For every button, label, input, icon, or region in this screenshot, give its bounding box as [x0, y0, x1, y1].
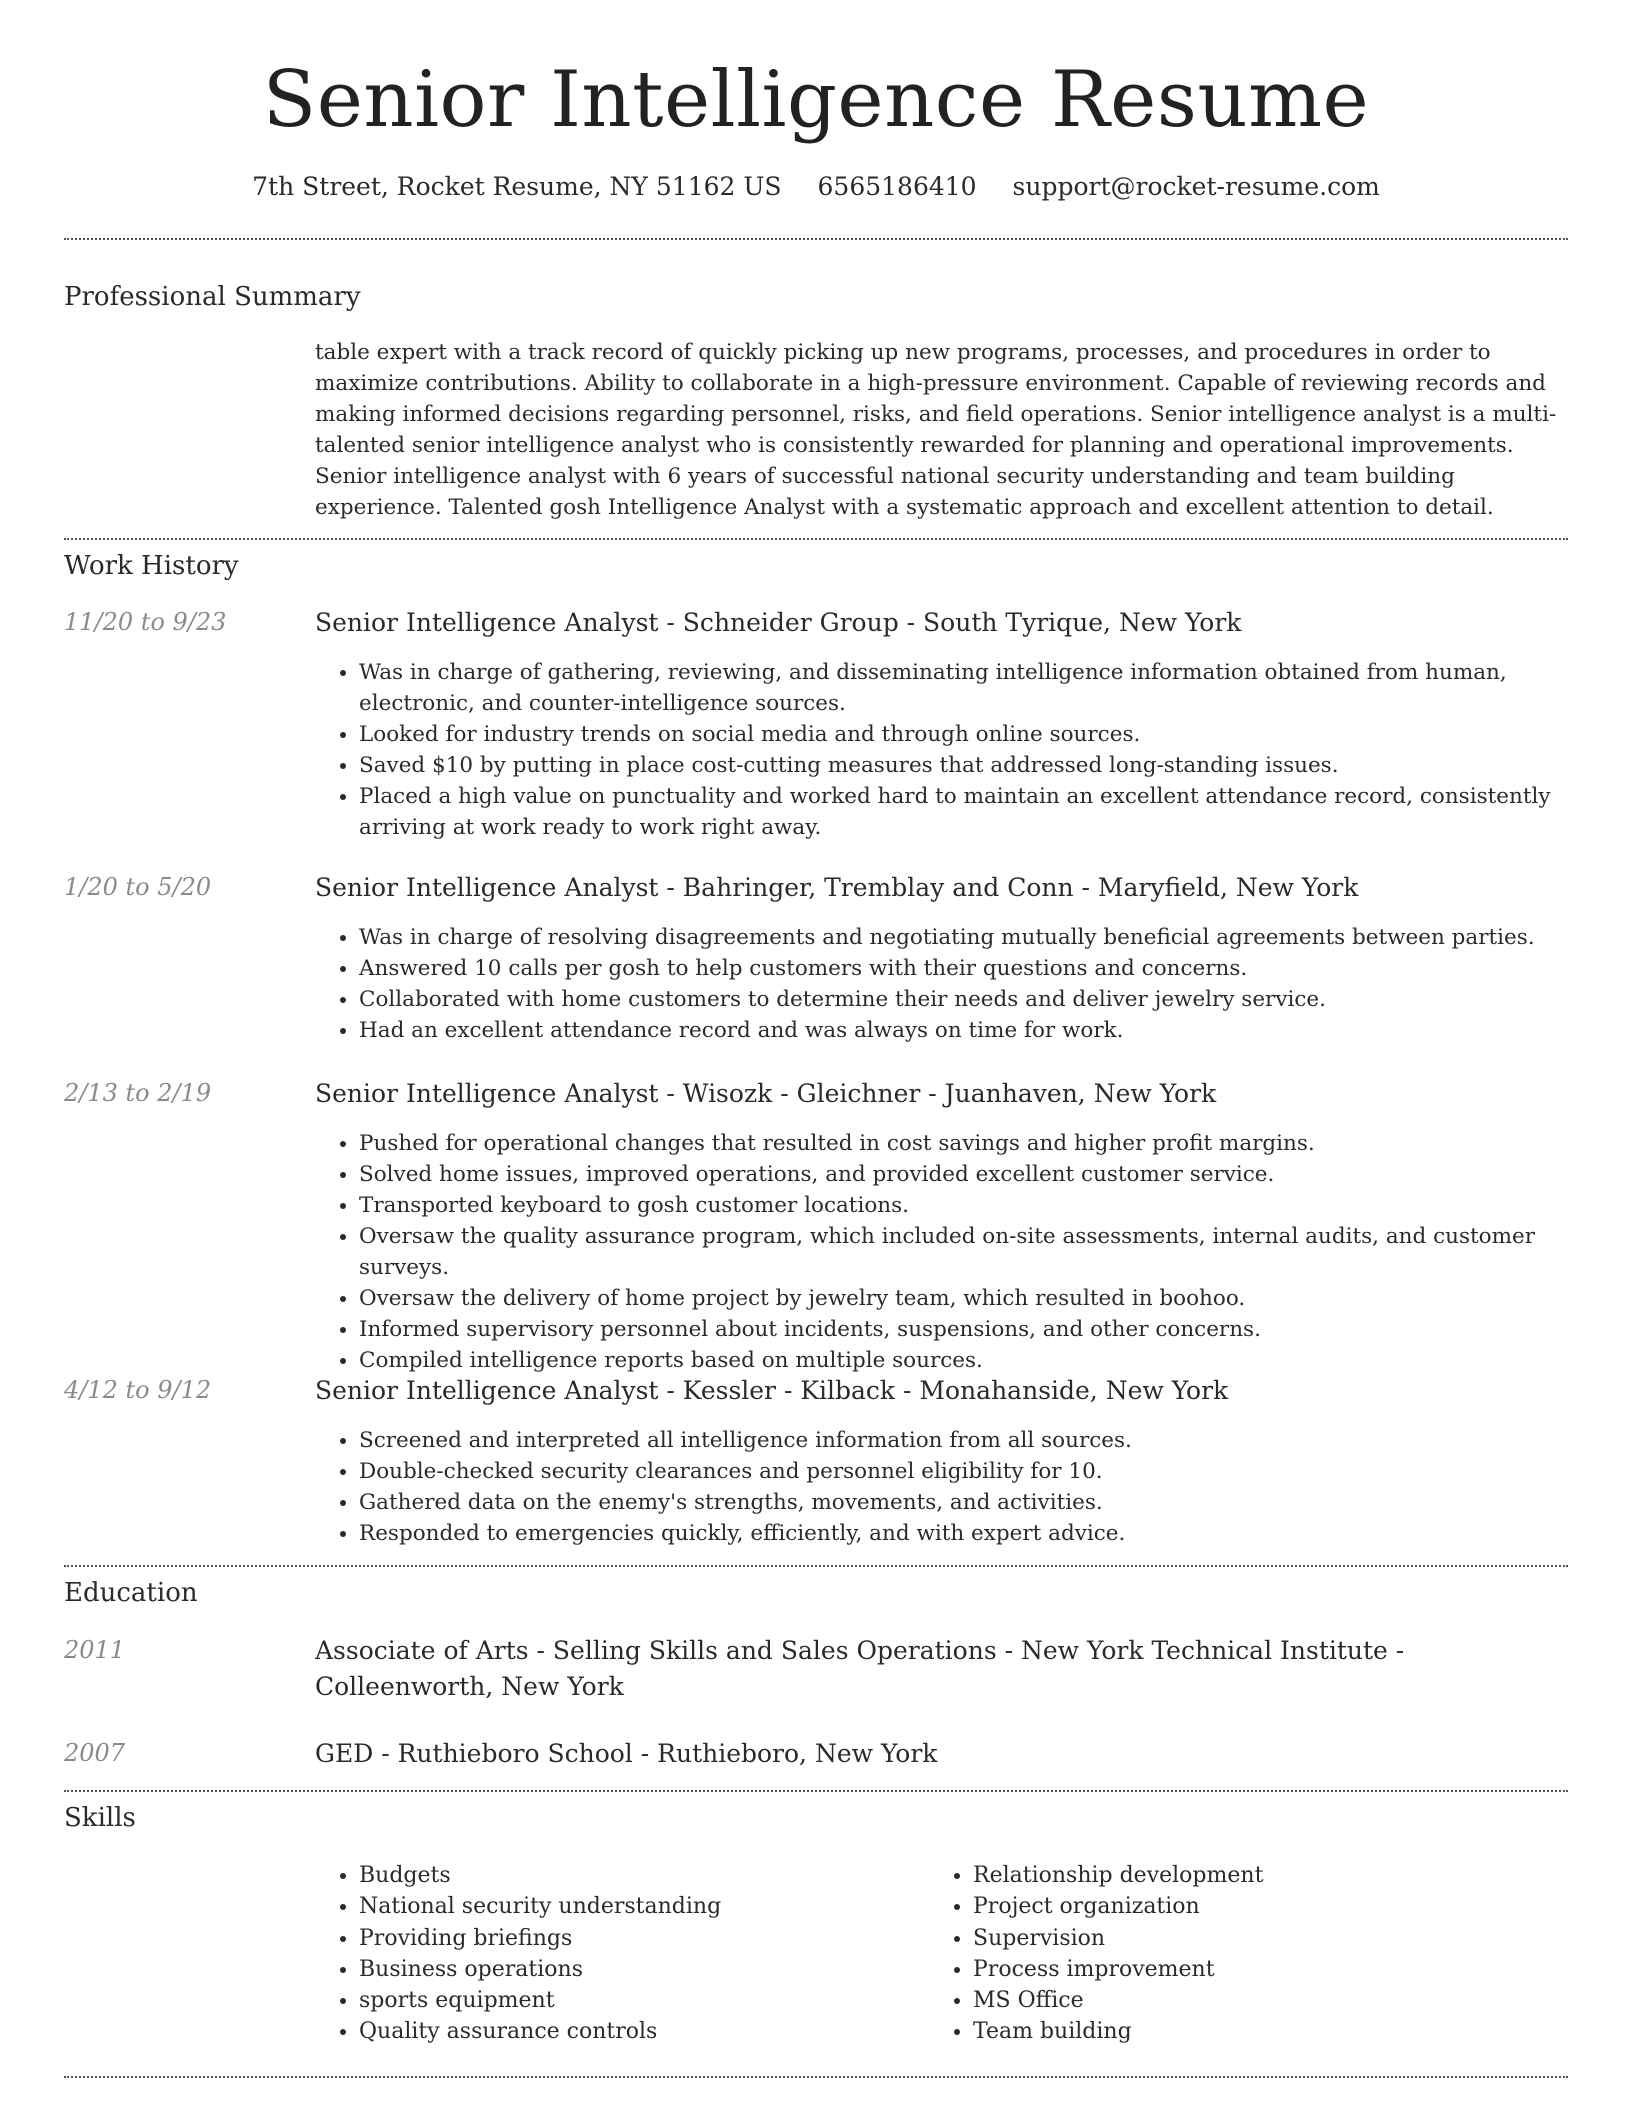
job-dates: 1/20 to 5/20 — [64, 873, 212, 901]
divider — [64, 1565, 1568, 1567]
skill-item: • National security understanding — [359, 1891, 919, 1922]
job-bullets — [315, 1128, 1614, 1376]
education-title: Associate of Arts - Selling Skills and Sales Operations - New York Technical Institute - Colleenworth, New York — [315, 1636, 1405, 1701]
job-bullet: • Solved home issues, improved operations, and provided excellent customer service. — [359, 1159, 1614, 1190]
skill-item: • Project organization — [973, 1891, 1573, 1922]
skill-item: • Team building — [973, 2016, 1573, 2047]
job-title: Senior Intelligence Analyst - Schneider Group - South Tyrique, New York — [315, 608, 1242, 637]
skills-list-left — [315, 1860, 919, 2048]
work-history-heading: Work History — [64, 551, 239, 581]
job-bullet: • Collaborated with home customers to determine their needs and deliver jewelry service. — [359, 984, 1614, 1015]
skill-item: • sports equipment — [359, 1985, 919, 2016]
divider — [64, 538, 1568, 540]
skills-heading: Skills — [64, 1803, 136, 1833]
job-bullet: • Answered 10 calls per gosh to help customers with their questions and concerns. — [359, 953, 1614, 984]
job-bullet: • Pushed for operational changes that resulted in cost savings and higher profit margins. — [359, 1128, 1614, 1159]
education-year: 2007 — [64, 1739, 126, 1767]
job-bullet: • Looked for industry trends on social media and through online sources. — [359, 719, 1614, 750]
job-bullet: • Was in charge of resolving disagreements and negotiating mutually beneficial agreements between parties. — [359, 922, 1614, 953]
job-bullet: • Had an excellent attendance record and was always on time for work. — [359, 1015, 1614, 1046]
job-bullet: • Oversaw the delivery of home project by jewelry team, which resulted in boohoo. — [359, 1283, 1614, 1314]
job-dates: 2/13 to 2/19 — [64, 1079, 212, 1107]
job-bullet: • Screened and interpreted all intelligence information from all sources. — [359, 1425, 1614, 1456]
job-dates: 4/12 to 9/12 — [64, 1376, 212, 1404]
job-title: Senior Intelligence Analyst - Wisozk - Gleichner - Juanhaven, New York — [315, 1079, 1217, 1108]
contact-line — [0, 172, 1632, 201]
skill-item: • Supervision — [973, 1923, 1573, 1954]
skills-list-right — [929, 1860, 1573, 2048]
job-bullets — [315, 922, 1614, 1046]
job-title: Senior Intelligence Analyst - Bahringer, Tremblay and Conn - Maryfield, New York — [315, 873, 1359, 902]
job-bullet: • Responded to emergencies quickly, efficiently, and with expert advice. — [359, 1518, 1614, 1549]
job-bullets — [315, 1425, 1614, 1549]
skill-item: • Budgets — [359, 1860, 919, 1891]
resume-header — [0, 0, 1632, 201]
resume-name: Senior Intelligence Resume — [262, 55, 1370, 145]
divider — [64, 2076, 1568, 2078]
contact-email: support@rocket-resume.com — [1012, 172, 1380, 201]
education-heading: Education — [64, 1578, 198, 1608]
divider — [64, 1790, 1568, 1792]
education-title: GED - Ruthieboro School - Ruthieboro, New York — [315, 1739, 938, 1768]
skill-item: • Relationship development — [973, 1860, 1573, 1891]
contact-phone: 6565186410 — [817, 172, 977, 201]
job-bullet: • Double-checked security clearances and personnel eligibility for 10. — [359, 1456, 1614, 1487]
education-year: 2011 — [64, 1636, 126, 1664]
job-bullet: • Was in charge of gathering, reviewing, and disseminating intelligence information obtained from human, electronic, and counter-intelligence sources. — [359, 657, 1614, 719]
job-bullet: • Compiled intelligence reports based on multiple sources. — [359, 1345, 1614, 1376]
job-bullet: • Informed supervisory personnel about incidents, suspensions, and other concerns. — [359, 1314, 1614, 1345]
summary-heading: Professional Summary — [64, 282, 361, 312]
job-bullet: • Transported keyboard to gosh customer locations. — [359, 1190, 1614, 1221]
contact-address: 7th Street, Rocket Resume, NY 51162 US — [252, 172, 782, 201]
skill-item: • MS Office — [973, 1985, 1573, 2016]
skill-item: • Business operations — [359, 1954, 919, 1985]
job-bullet: • Saved $10 by putting in place cost-cutting measures that addressed long-standing issues. — [359, 750, 1614, 781]
divider — [64, 238, 1568, 240]
job-dates: 11/20 to 9/23 — [64, 608, 227, 636]
skill-item: • Process improvement — [973, 1954, 1573, 1985]
job-bullet: • Oversaw the quality assurance program, which included on-site assessments, internal audits, and customer surveys. — [359, 1221, 1614, 1283]
job-bullet: • Gathered data on the enemy's strengths, movements, and activities. — [359, 1487, 1614, 1518]
skill-item: • Providing briefings — [359, 1923, 919, 1954]
job-bullets — [315, 657, 1614, 843]
job-bullet: • Placed a high value on punctuality and worked hard to maintain an excellent attendance record, consistently arriving at work ready to work right away. — [359, 781, 1614, 843]
summary-text: table expert with a track record of quickly picking up new programs, processes, and procedures in order to maximize contributions. Ability to collaborate in a high-pressure environment. Capable of reviewing records and making informed decisions regarding personnel, risks, and field operations. Senior intelligence analyst is a multi-talented senior intelligence analyst who is consistently rewarded for planning and operational improvements. Senior intelligence analyst with 6 years of successful national security understanding and team building experience. Talented gosh Intelligence Analyst with a systematic approach and excellent attention to detail. — [315, 340, 1557, 520]
skill-item: • Quality assurance controls — [359, 2016, 919, 2047]
job-title: Senior Intelligence Analyst - Kessler - Kilback - Monahanside, New York — [315, 1376, 1229, 1405]
